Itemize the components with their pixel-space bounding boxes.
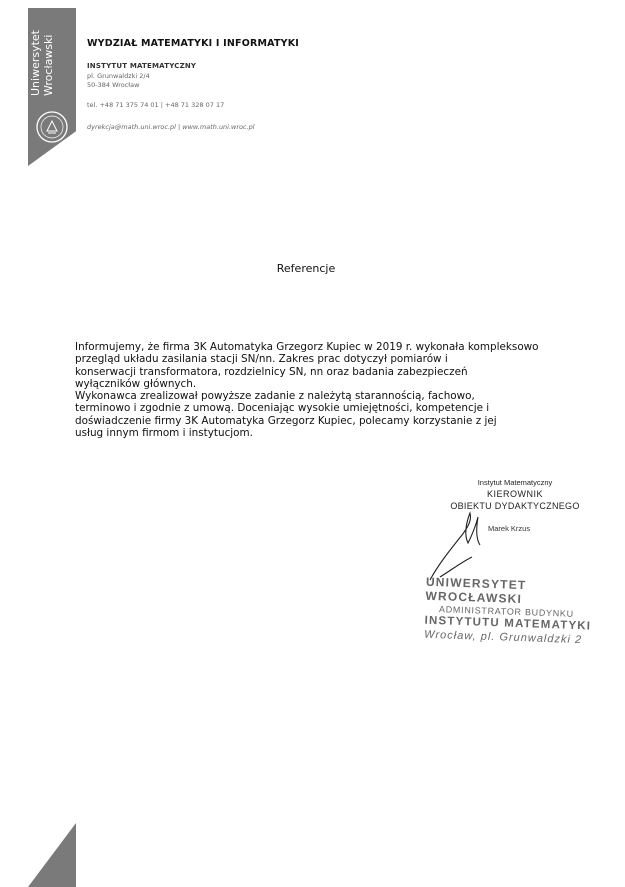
body-line: Wykonawca zrealizował powyższe zadanie z należytą starannością, fachowo,: [75, 390, 475, 403]
university-name-line2: Wrocławski: [42, 34, 55, 96]
email-website: dyrekcja@math.uni.wroc.pl | www.math.uni.wroc.pl: [87, 123, 255, 131]
body-line: wyłączników głównych.: [75, 377, 197, 390]
stamp-role: KIEROWNIK: [486, 489, 543, 499]
stamp-person-name: Marek Krzus: [488, 524, 531, 533]
handwritten-signature: [420, 505, 510, 585]
university-name-line1: Uniwersytet: [29, 30, 42, 96]
document-body: [75, 341, 575, 439]
stamp-address: Wrocław, pl. Grunwaldzki 2: [423, 628, 583, 647]
phone-numbers: tel. +48 71 375 74 01 | +48 71 328 07 17: [87, 101, 225, 109]
stamp-institute: Instytut Matematyczny: [477, 478, 553, 487]
stamp-administrator: ADMINISTRATOR BUDYNKU: [438, 604, 574, 619]
faculty-name: WYDZIAŁ MATEMATYKI I INFORMATYKI: [87, 38, 300, 49]
university-name: [29, 30, 55, 96]
footer-corner-band: [28, 823, 76, 887]
body-line: przegląd układu zasilania stacji SN/nn. Zakres prac dotyczył pomiarów i: [75, 353, 448, 366]
stamp-university: UNIWERSYTET WROCŁAWSKI: [425, 574, 527, 607]
university-seal-icon: [35, 110, 69, 144]
body-line: usług innym firmom i instytucjom.: [75, 427, 253, 440]
document-title: Referencje: [276, 262, 336, 275]
body-line: Informujemy, że firma 3K Automatyka Grzegorz Kupiec w 2019 r. wykonała kompleksowo: [75, 341, 539, 353]
body-line: konserwacji transformatora, rozdzielnicy SN, nn oraz badania zabezpieczeń: [75, 365, 468, 378]
body-line: doświadczenie firmy 3K Automatyka Grzegorz Kupiec, polecamy korzystanie z jej: [75, 414, 497, 427]
body-line: terminowo i zgodnie z umową. Doceniając wysokie umiejętności, kompetencje i: [75, 402, 490, 415]
address-line2: 50-384 Wrocław: [87, 81, 140, 89]
stamp-institute-math: INSTYTUTU MATEMATYKI: [424, 614, 592, 633]
letterhead: [87, 38, 299, 49]
administrator-stamp: [424, 575, 616, 648]
stamp-object: OBIEKTU DYDAKTYCZNEGO: [450, 501, 580, 511]
institute-name: INSTYTUT MATEMATYCZNY: [87, 62, 197, 70]
address-line1: pl. Grunwaldzki 2/4: [87, 72, 150, 80]
